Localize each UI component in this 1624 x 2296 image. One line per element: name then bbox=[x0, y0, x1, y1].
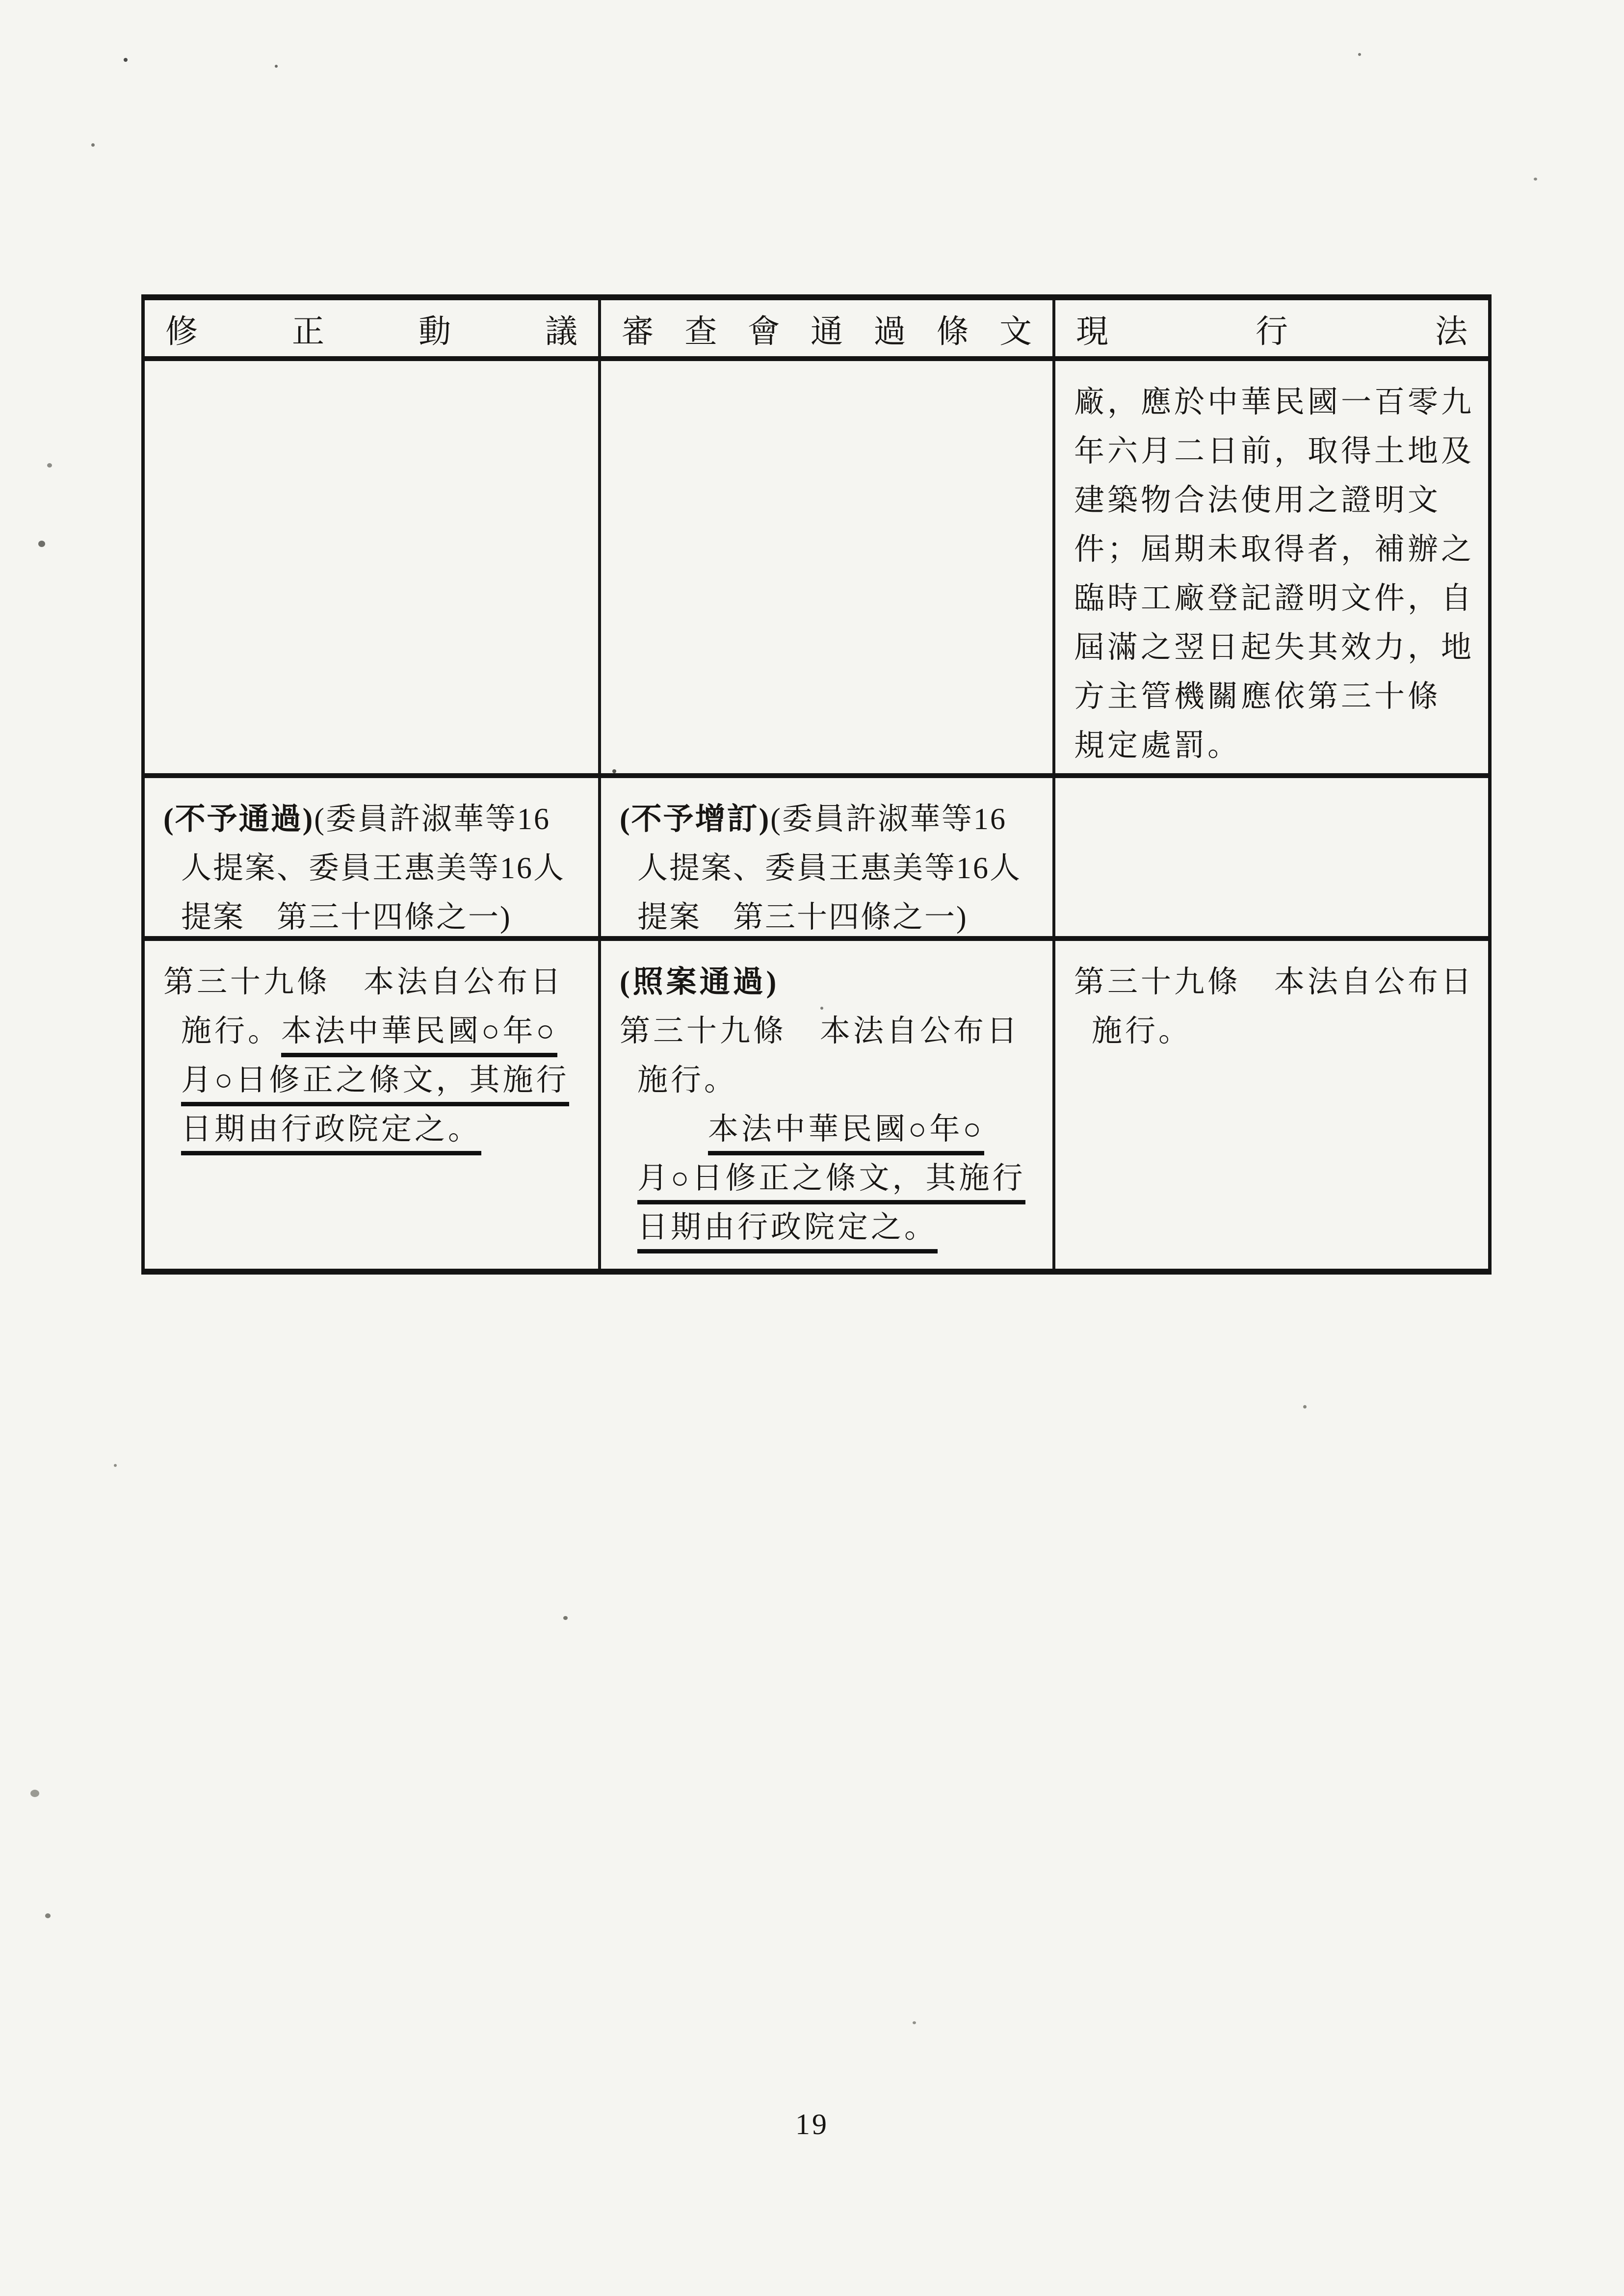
scan-speck bbox=[563, 1616, 568, 1620]
scan-speck bbox=[114, 1464, 117, 1467]
scan-speck bbox=[913, 2021, 916, 2024]
underlined-text: 日期由行政院定之。 bbox=[181, 1113, 481, 1155]
text-line: 第三十九條 本法自公布日 bbox=[620, 1015, 1021, 1048]
header-char: 法 bbox=[1435, 313, 1467, 350]
not-added-label: (不予增訂) bbox=[620, 803, 771, 836]
header-char: 通 bbox=[810, 313, 843, 350]
text-line: 施行。 bbox=[637, 1064, 738, 1097]
text-line bbox=[620, 1154, 1034, 1203]
cell-row2-current-law-empty bbox=[1052, 773, 1488, 936]
text-line: 提案 第三十四條之一) bbox=[181, 901, 512, 934]
text-line: 建築物合法使用之證明文 bbox=[1074, 484, 1441, 517]
cell-row3-committee bbox=[598, 936, 1052, 1269]
header-char: 議 bbox=[545, 313, 577, 350]
text-line bbox=[163, 1056, 579, 1105]
scan-speck bbox=[47, 463, 52, 468]
header-char: 會 bbox=[747, 313, 780, 350]
text-line bbox=[163, 795, 579, 844]
text-line bbox=[163, 1105, 579, 1154]
header-char: 動 bbox=[419, 313, 451, 350]
text-line: 方主管機關應依第三十條 bbox=[1074, 680, 1441, 713]
text-line: 施行。 bbox=[1092, 1015, 1192, 1048]
header-char: 條 bbox=[936, 313, 969, 350]
underlined-text: 本法中華民國○年○ bbox=[281, 1015, 557, 1057]
scan-speck bbox=[30, 1790, 39, 1797]
text-line: 屆滿之翌日起失其效力，地 bbox=[1074, 631, 1475, 664]
comparison-table bbox=[141, 294, 1492, 1275]
header-char: 過 bbox=[873, 313, 906, 350]
cell-row1-amendment-empty bbox=[145, 356, 598, 773]
underlined-text: 本法中華民國○年○ bbox=[708, 1113, 984, 1155]
not-passed-label: (不予通過) bbox=[163, 803, 314, 836]
cell-row3-amendment bbox=[145, 936, 598, 1269]
text-line: 第三十九條 本法自公布日 bbox=[163, 965, 564, 999]
header-char: 文 bbox=[999, 313, 1032, 350]
scan-speck bbox=[38, 541, 45, 547]
scan-speck bbox=[1303, 1405, 1307, 1409]
cell-row3-current-law bbox=[1052, 936, 1488, 1269]
text-line: 人提案、委員王惠美等16人 bbox=[637, 852, 1022, 885]
header-char: 查 bbox=[684, 313, 717, 350]
text-segment: 施行。 bbox=[181, 1015, 282, 1048]
scan-speck bbox=[275, 65, 278, 68]
text-line: 年六月二日前，取得土地及 bbox=[1074, 435, 1475, 468]
text-line bbox=[620, 1203, 1034, 1252]
header-char: 行 bbox=[1256, 313, 1288, 350]
header-char: 正 bbox=[292, 313, 324, 350]
header-char: 審 bbox=[622, 313, 654, 350]
text-line: 人提案、委員王惠美等16人 bbox=[181, 852, 566, 885]
cell-row2-committee bbox=[598, 773, 1052, 936]
scan-speck bbox=[612, 769, 616, 773]
text-line: 規定處罰。 bbox=[1074, 729, 1241, 762]
text-line: 廠，應於中華民國一百零九 bbox=[1074, 386, 1475, 419]
underlined-text: 月○日修正之條文，其施行 bbox=[181, 1064, 569, 1106]
text-line bbox=[620, 795, 1034, 844]
text-segment: (委員許淑華等16 bbox=[770, 803, 1007, 836]
text-line: 第三十九條 本法自公布日 bbox=[1074, 965, 1475, 999]
scan-speck bbox=[820, 1007, 823, 1010]
text-line: 臨時工廠登記證明文件，自 bbox=[1074, 582, 1475, 615]
table-header-committee-passed bbox=[598, 300, 1052, 356]
text-line bbox=[620, 1105, 1034, 1154]
text-line: 提案 第三十四條之一) bbox=[637, 901, 968, 934]
text-line bbox=[620, 958, 1034, 1007]
header-char: 修 bbox=[165, 313, 198, 350]
scan-speck bbox=[45, 1913, 51, 1918]
page-number: 19 bbox=[795, 2108, 829, 2140]
scan-speck bbox=[124, 58, 128, 62]
cell-row1-committee-empty bbox=[598, 356, 1052, 773]
text-line: 件；屆期未取得者，補辦之 bbox=[1074, 533, 1475, 566]
scan-speck bbox=[1534, 178, 1537, 181]
table-header-amendment-motion bbox=[145, 300, 598, 356]
header-char: 現 bbox=[1076, 313, 1108, 350]
cell-row1-current-law bbox=[1052, 356, 1488, 773]
text-line bbox=[163, 1007, 579, 1056]
table-header-current-law bbox=[1052, 300, 1488, 356]
text-segment: (委員許淑華等16 bbox=[314, 803, 550, 836]
cell-row2-amendment bbox=[145, 773, 598, 936]
passed-as-proposed-label: (照案通過) bbox=[620, 965, 780, 999]
scan-speck bbox=[1358, 53, 1361, 56]
underlined-text: 日期由行政院定之。 bbox=[637, 1211, 938, 1253]
underlined-text: 月○日修正之條文，其施行 bbox=[637, 1162, 1025, 1204]
scan-speck bbox=[91, 143, 95, 147]
